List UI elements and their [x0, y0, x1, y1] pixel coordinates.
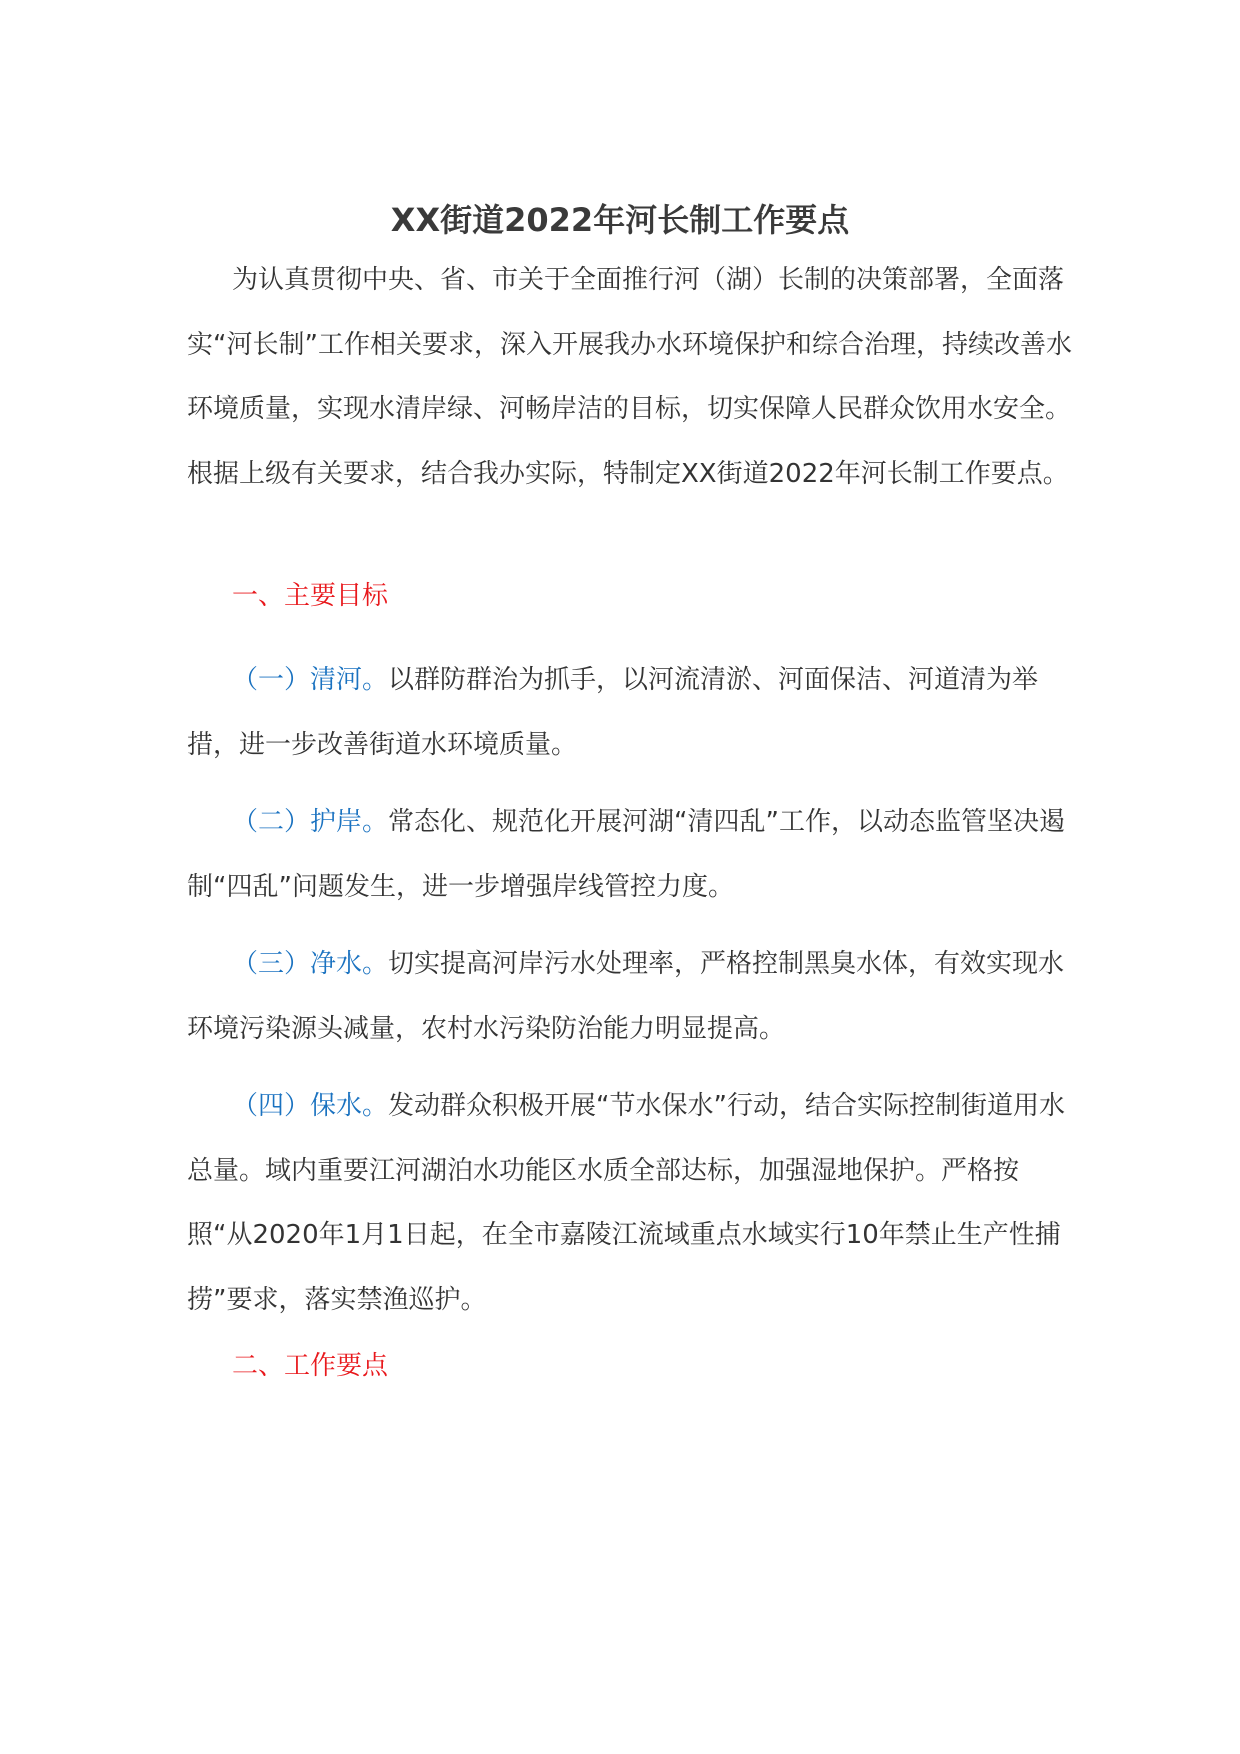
goal-label: （三）净水。	[232, 949, 389, 979]
goal-text: 以群防群治为抓手，以河流清淤、河面保洁、河道清为举措，进一步改善街道水环境质量。	[187, 665, 1039, 760]
goal-label: （一）清河。	[232, 665, 389, 695]
document-title: XX街道2022年河长制工作要点	[390, 201, 850, 239]
goal-item-clear-river	[187, 648, 1077, 777]
goal-label: （四）保水。	[232, 1091, 389, 1121]
goal-label: （二）护岸。	[232, 807, 389, 837]
goal-text: 常态化、规范化开展河湖“清四乱”工作，以动态监管坚决遏制“四乱”问题发生，进一步增强岸线管控力度。	[187, 807, 1065, 902]
goal-item-clean-water	[187, 932, 1077, 1061]
section-heading-work-points: 二、工作要点	[232, 1351, 389, 1381]
section-heading-main-goals: 一、主要目标	[232, 581, 389, 611]
intro-paragraph: 为认真贯彻中央、省、市关于全面推行河（湖）长制的决策部署，全面落实“河长制”工作相关要求，深入开展我办水环境保护和综合治理，持续改善水环境质量，实现水清岸绿、河畅岸洁的目标，切实保障人民群众饮用水安全。根据上级有关要求，结合我办实际，特制定XX街道2022年河长制工作要点。	[187, 265, 1072, 489]
goal-text: 切实提高河岸污水处理率，严格控制黑臭水体，有效实现水环境污染源头减量，农村水污染防治能力明显提高。	[187, 949, 1065, 1044]
goal-item-protect-bank	[187, 790, 1077, 919]
goal-item-conserve-water	[187, 1074, 1077, 1332]
goal-text: 发动群众积极开展“节水保水”行动，结合实际控制街道用水总量。域内重要江河湖泊水功能区水质全部达标，加强湿地保护。严格按照“从2020年1月1日起，在全市嘉陵江流域重点水域实行10年禁止生产性捕捞”要求，落实禁渔巡护。	[187, 1091, 1065, 1315]
